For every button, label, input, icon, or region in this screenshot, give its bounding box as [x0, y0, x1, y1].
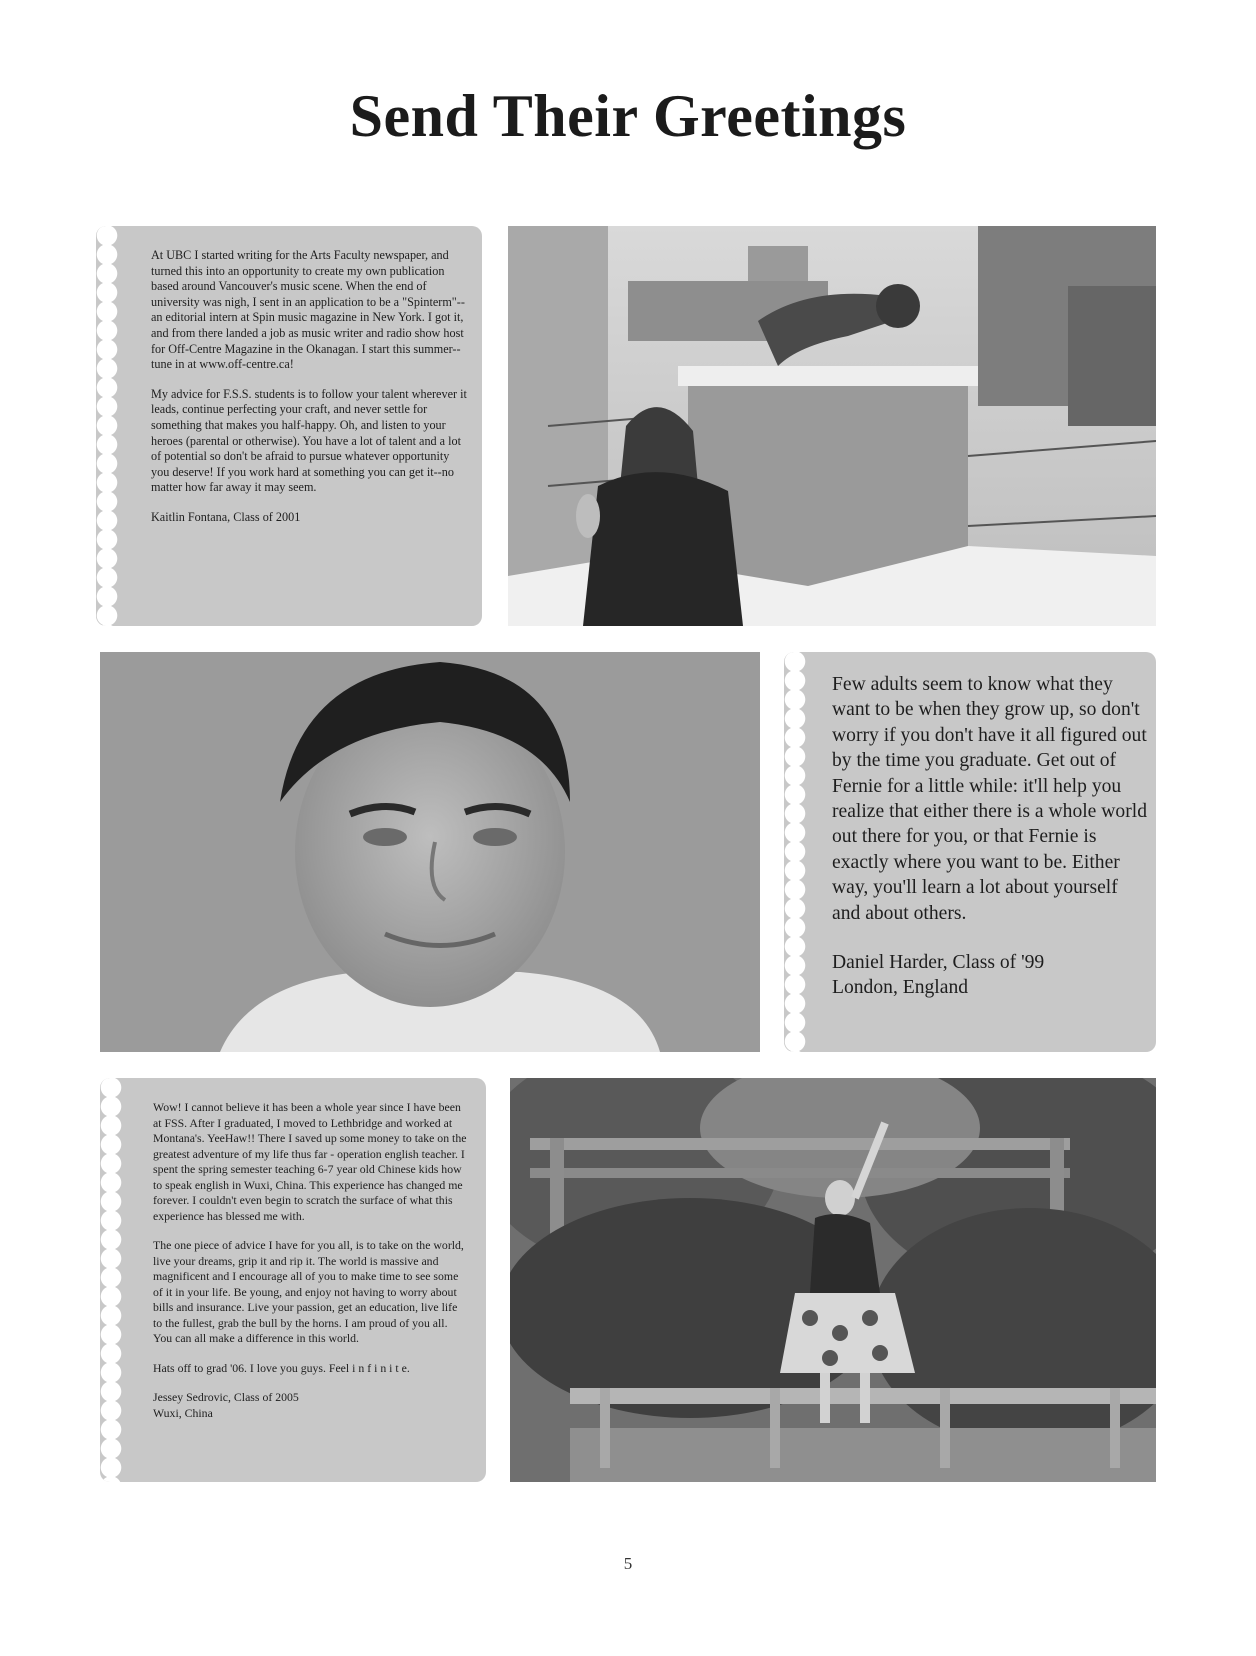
- paragraph: Few adults seem to know what they want to be when they grow up, so don't worry if you don't have it all figured out by the time you graduate. Get out of Fernie for a little while: it'll help you realize that either there is a whole world out there for you, or that Fernie is exactly where you want to be. Either way, you'll learn a lot about yourself and about others.: [832, 674, 1147, 924]
- page-number: 5: [623, 1554, 633, 1573]
- photo-jessey-garden: [510, 1078, 1156, 1482]
- notebook-holes: [784, 652, 814, 1052]
- signature: [832, 950, 1150, 1001]
- paragraph: My advice for F.S.S. students is to follow your talent wherever it leads, continue perfecting your craft, and never settle for something that makes you half-happy. Oh, and listen to your heroes (parental or otherwise). You have a lot of talent and a lot of potential so don't be afraid to pursue whatever opportunity you deserve! If you work hard at something you can get it--no matter how far away it may seem.: [151, 386, 467, 495]
- greeting-text: [832, 672, 1150, 1001]
- paragraph: Hats off to grad '06. I love you guys. Feel i n f i n i t e.: [153, 1360, 410, 1375]
- signature: Kaitlin Fontana, Class of 2001: [151, 509, 301, 524]
- signature-place: Wuxi, China: [153, 1405, 213, 1420]
- signature: [153, 1390, 467, 1421]
- page-title: Send Their Greetings: [349, 83, 907, 149]
- paragraph: The one piece of advice I have for you all, is to take on the world, live your dreams, grip it and rip it. The world is massive and magnificent and I encourage all of you to make time to see some of it in your life. Be young, and enjoy not having to worry about bills and insurance. Live your passion, get an education, live life to the fullest, grab the bull by the horns. I am proud of you all. You can all make a difference in this world.: [153, 1238, 464, 1345]
- greeting-text: [151, 248, 467, 526]
- greeting-note-jessey: [100, 1078, 486, 1482]
- paragraph: At UBC I started writing for the Arts Faculty newspaper, and turned this into an opportunity to create my own publication based around Vancouver's music scene. When the end of university was nigh, I sent in an application to be a "Spinterm"--an editorial intern at Spin music magazine in New York. I got it, and from there landed a job as music writer and radio show host for Off-Centre Magazine in the Okanagan. I start this summer--tune in at www.off-centre.ca!: [151, 248, 465, 372]
- signature-name: Jessey Sedrovic, Class of 2005: [153, 1390, 299, 1404]
- greeting-text: [153, 1100, 467, 1421]
- signature-place: London, England: [832, 977, 969, 999]
- photo-kaitlin-snow: [508, 226, 1156, 626]
- greeting-note-kaitlin: [96, 226, 482, 626]
- notebook-holes: [96, 226, 126, 626]
- paragraph: Wow! I cannot believe it has been a whole year since I have been at FSS. After I graduated, I moved to Lethbridge and worked at Montana's. YeeHaw!! There I saved up some money to take on the greatest adventure of my life thus far - operation english teacher. I spent the spring semester teaching 6-7 year old Chinese kids how to speak english in Wuxi, China. This experience has changed me forever. I couldn't even begin to scratch the surface of what this experience has blessed me with.: [153, 1100, 467, 1223]
- greeting-note-daniel: [784, 652, 1156, 1052]
- photo-daniel-portrait: [100, 652, 760, 1052]
- notebook-holes: [100, 1078, 130, 1482]
- signature-name: Daniel Harder, Class of '99: [832, 952, 1045, 974]
